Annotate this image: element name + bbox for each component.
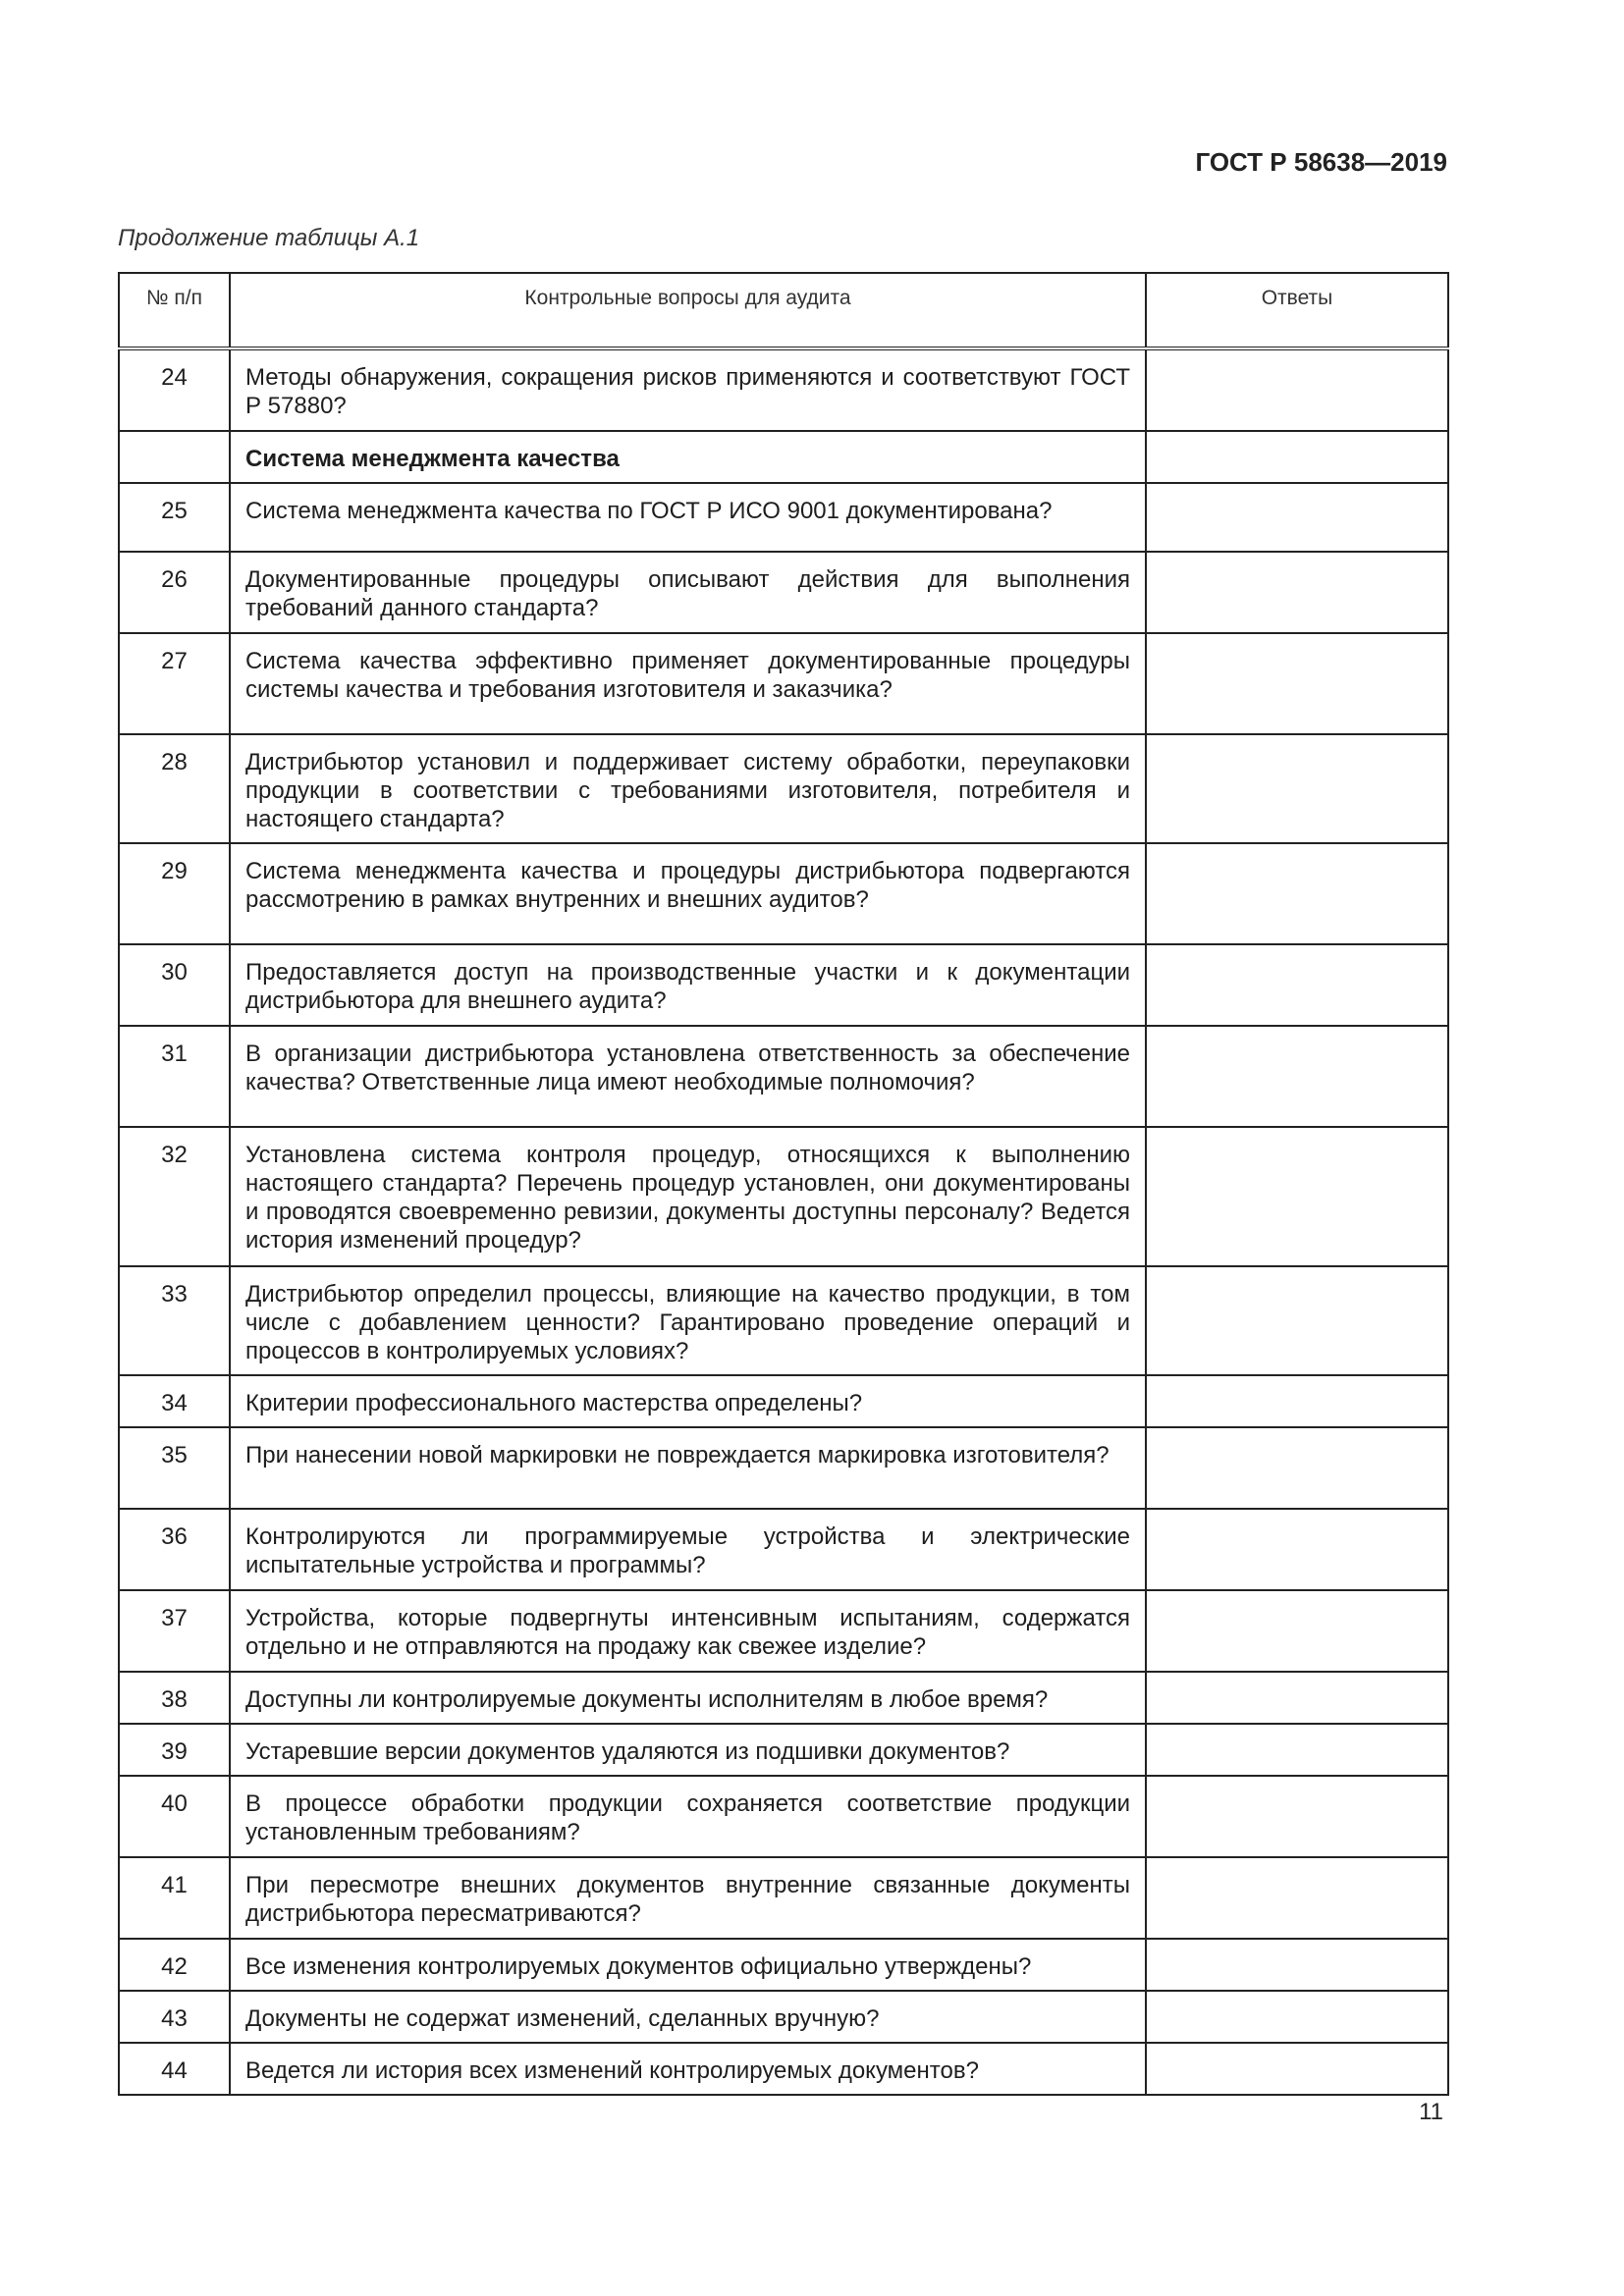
table-row [119,1026,1448,1127]
section-title: Система менеджмента качества [230,431,1146,483]
table-row [119,1776,1448,1857]
row-number: 31 [119,1026,230,1127]
table-row [119,1991,1448,2043]
answer-cell[interactable] [1146,1375,1448,1427]
answer-cell[interactable] [1146,944,1448,1026]
answer-cell[interactable] [1146,552,1448,633]
audit-table [118,272,1449,2096]
answer-cell[interactable] [1146,843,1448,944]
row-number: 28 [119,734,230,843]
answer-cell[interactable] [1146,1427,1448,1509]
answer-cell[interactable] [1146,431,1448,483]
answer-cell[interactable] [1146,1590,1448,1672]
table-body [119,348,1448,2095]
answer-cell[interactable] [1146,1509,1448,1590]
row-number: 41 [119,1857,230,1939]
audit-question: Предоставляется доступ на производственные участки и к документации дистрибьютора для внешнего аудита? [230,944,1146,1026]
table-row [119,2043,1448,2095]
audit-question: В организации дистрибьютора установлена ответственность за обеспечение качества? Ответственные лица имеют необходимые полномочия? [230,1026,1146,1127]
audit-question: Система менеджмента качества по ГОСТ Р ИСО 9001 документирована? [230,483,1146,552]
answer-cell[interactable] [1146,1724,1448,1776]
audit-question: Доступны ли контролируемые документы исполнителям в любое время? [230,1672,1146,1724]
audit-question: При нанесении новой маркировки не повреждается маркировка изготовителя? [230,1427,1146,1509]
audit-question: Критерии профессионального мастерства определены? [230,1375,1146,1427]
row-number: 29 [119,843,230,944]
row-number: 25 [119,483,230,552]
table-row [119,348,1448,431]
row-number: 36 [119,1509,230,1590]
section-row [119,431,1448,483]
row-number: 35 [119,1427,230,1509]
answer-cell[interactable] [1146,1776,1448,1857]
answer-cell[interactable] [1146,1857,1448,1939]
row-number: 44 [119,2043,230,2095]
answer-cell[interactable] [1146,1672,1448,1724]
audit-question: Система менеджмента качества и процедуры дистрибьютора подвергаются рассмотрению в рамках внутренних и внешних аудитов? [230,843,1146,944]
audit-question: Устаревшие версии документов удаляются из подшивки документов? [230,1724,1146,1776]
row-number: 30 [119,944,230,1026]
column-header-answer: Ответы [1146,273,1448,348]
audit-question: Методы обнаружения, сокращения рисков применяются и соответствуют ГОСТ Р 57880? [230,348,1146,431]
column-header-question: Контрольные вопросы для аудита [230,273,1146,348]
row-number: 43 [119,1991,230,2043]
table-caption: Продолжение таблицы А.1 [118,225,420,251]
table-row [119,483,1448,552]
table-row [119,843,1448,944]
audit-question: Устройства, которые подвергнуты интенсивным испытаниям, содержатся отдельно и не отправляются на продажу как свежее изделие? [230,1590,1146,1672]
audit-question: Дистрибьютор установил и поддерживает систему обработки, переупаковки продукции в соответствии с требованиями изготовителя, потребителя и настоящего стандарта? [230,734,1146,843]
table-row [119,1266,1448,1375]
audit-question: Документы не содержат изменений, сделанных вручную? [230,1991,1146,2043]
audit-question: При пересмотре внешних документов внутренние связанные документы дистрибьютора пересматриваются? [230,1857,1146,1939]
row-number: 39 [119,1724,230,1776]
audit-question: В процессе обработки продукции сохраняется соответствие продукции установленным требованиям? [230,1776,1146,1857]
table-row [119,1939,1448,1991]
table-row [119,1590,1448,1672]
row-number: 42 [119,1939,230,1991]
table-row [119,633,1448,734]
answer-cell[interactable] [1146,483,1448,552]
answer-cell[interactable] [1146,633,1448,734]
page-number: 11 [1419,2099,1443,2125]
answer-cell[interactable] [1146,348,1448,431]
audit-question: Дистрибьютор определил процессы, влияющие на качество продукции, в том числе с добавлением ценности? Гарантировано проведение операций и процессов в контролируемых условиях? [230,1266,1146,1375]
answer-cell[interactable] [1146,1266,1448,1375]
audit-question: Ведется ли история всех изменений контролируемых документов? [230,2043,1146,2095]
row-number: 37 [119,1590,230,1672]
audit-question: Установлена система контроля процедур, относящихся к выполнению настоящего стандарта? Перечень процедур установлен, они документированы и проводятся своевременно ревизии, документы доступны персоналу? Ведется история изменений процедур? [230,1127,1146,1266]
header-row [119,273,1448,348]
table-row [119,1857,1448,1939]
row-number: 26 [119,552,230,633]
column-header-number: № п/п [119,273,230,348]
audit-question: Система качества эффективно применяет документированные процедуры системы качества и требования изготовителя и заказчика? [230,633,1146,734]
table-row [119,1509,1448,1590]
answer-cell[interactable] [1146,1991,1448,2043]
row-number: 32 [119,1127,230,1266]
table-row [119,552,1448,633]
table-row [119,944,1448,1026]
table-row [119,1672,1448,1724]
row-number: 24 [119,348,230,431]
table-row [119,1127,1448,1266]
answer-cell[interactable] [1146,1939,1448,1991]
table-header [119,273,1448,348]
row-number: 34 [119,1375,230,1427]
audit-question: Все изменения контролируемых документов официально утверждены? [230,1939,1146,1991]
table-row [119,1724,1448,1776]
answer-cell[interactable] [1146,1127,1448,1266]
table-row [119,1375,1448,1427]
row-number [119,431,230,483]
table-row [119,1427,1448,1509]
document-code: ГОСТ Р 58638—2019 [1195,147,1447,177]
answer-cell[interactable] [1146,1026,1448,1127]
table-row [119,734,1448,843]
row-number: 40 [119,1776,230,1857]
answer-cell[interactable] [1146,2043,1448,2095]
audit-table-container [118,272,1447,2096]
audit-question: Контролируются ли программируемые устройства и электрические испытательные устройства и программы? [230,1509,1146,1590]
row-number: 38 [119,1672,230,1724]
row-number: 33 [119,1266,230,1375]
row-number: 27 [119,633,230,734]
audit-question: Документированные процедуры описывают действия для выполнения требований данного стандарта? [230,552,1146,633]
answer-cell[interactable] [1146,734,1448,843]
